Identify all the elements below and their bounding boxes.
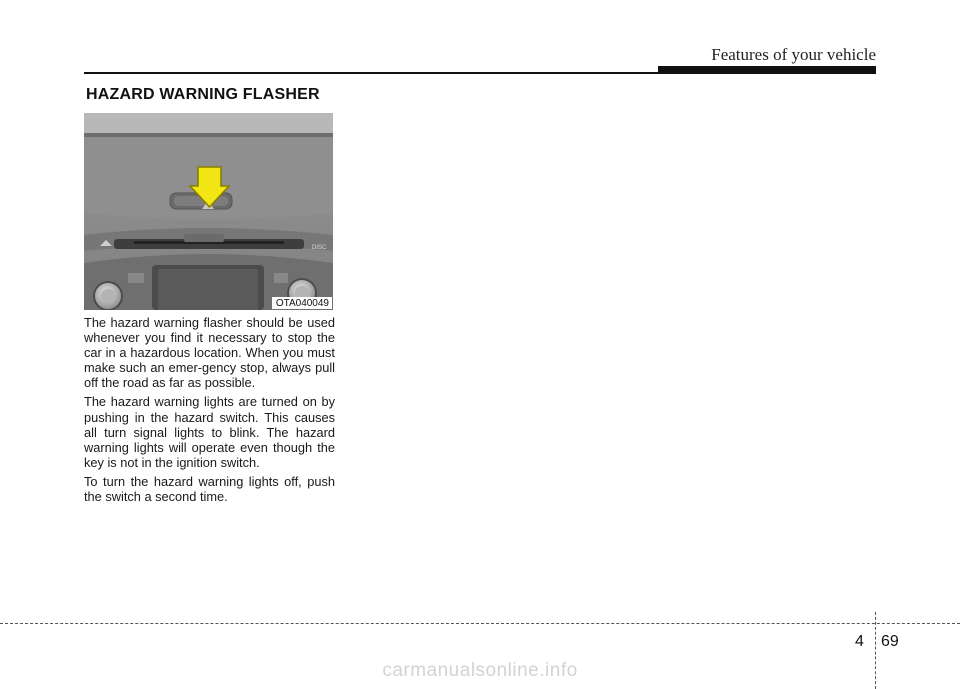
paragraph-3: To turn the hazard warning lights off, push the switch a second time.	[84, 473, 335, 505]
section-title: HAZARD WARNING FLASHER	[86, 86, 320, 103]
body-text	[84, 315, 335, 508]
svg-text:DISC: DISC	[312, 245, 327, 251]
header-rule-thick	[658, 66, 876, 74]
paragraph-2: The hazard warning lights are turned on by pushing in the hazard switch. This causes all turn signal lights to blink. The hazard warning lights will operate even though the key is not in the ignition switch.	[84, 394, 335, 470]
hazard-switch-figure	[84, 113, 333, 310]
footer-rule	[0, 623, 960, 624]
figure-code: OTA040049	[272, 297, 332, 309]
chapter-number: 4	[855, 633, 864, 650]
page-number: 69	[881, 633, 899, 650]
dashboard-illustration	[84, 113, 333, 310]
header-title: Features of your vehicle	[711, 45, 876, 64]
watermark: carmanualsonline.info	[382, 660, 578, 681]
paragraph-1: The hazard warning flasher should be used whenever you find it necessary to stop the car in a hazardous location. When you must make such an emer-gency stop, always pull off the road as far as possible.	[84, 315, 335, 391]
